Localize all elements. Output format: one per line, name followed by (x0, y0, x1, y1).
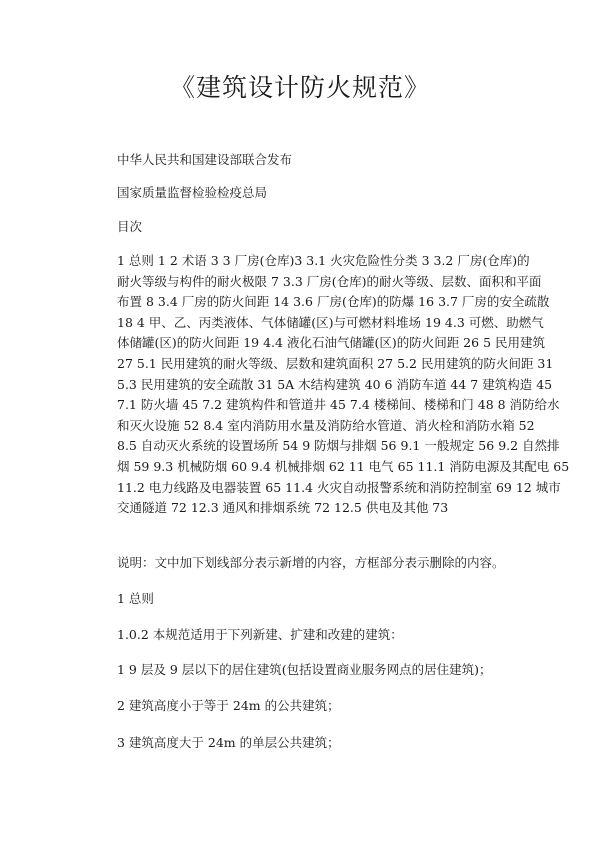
list-item-2: 2 建筑高度小于等于 24m 的公共建筑； (117, 698, 340, 713)
publisher-line-1: 中华人民共和国建设部联合发布 (117, 152, 293, 167)
clause-1-0-2: 1.0.2 本规范适用于下列新建、扩建和改建的建筑： (117, 627, 403, 642)
toc-line: 布置 8 3.4 厂房的防火间距 14 3.6 厂房(仓库)的防爆 16 3.7 厂房的安全疏散 (117, 294, 550, 310)
toc-line: 1 总则 1 2 术语 3 3 厂房(仓库)3 3.1 火灾危险性分类 3 3.2 厂房(仓库)的 (117, 253, 530, 268)
toc-line: 8.5 自动灭火系统的设置场所 54 9 防烟与排烟 56 9.1 一般规定 56 9.2 自然排 (117, 438, 560, 454)
toc-line: 11.2 电力线路及电器装置 65 11.4 火灾自动报警系统和消防控制室 69 12 城市 (117, 479, 561, 495)
toc-line: 7.1 防火墙 45 7.2 建筑构件和管道井 45 7.4 楼梯间、楼梯和门 48 8 消防给水 (117, 397, 560, 413)
toc-line: 烟 59 9.3 机械防烟 60 9.4 机械排烟 62 11 电气 65 11.1 消防电源及其配电 65 (117, 458, 570, 474)
toc-heading: 目次 (117, 219, 143, 234)
toc-line: 交通隧道 72 12.3 通风和排烟系统 72 12.5 供电及其他 73 (117, 500, 449, 516)
toc-line: 和灭火设施 52 8.4 室内消防用水量及消防给水管道、消火栓和消防水箱 52 (117, 417, 535, 433)
toc-line: 18 4 甲、乙、丙类液体、气体储罐(区)与可燃材料堆场 19 4.3 可燃、助燃气 (117, 314, 544, 330)
section-1-heading: 1 总则 (117, 591, 154, 606)
toc-line: 5.3 民用建筑的安全疏散 31 5A 木结构建筑 40 6 消防车道 44 7 建筑构造 45 (117, 376, 553, 392)
table-of-contents (117, 251, 570, 519)
toc-line: 耐火等级与构件的耐火极限 7 3.3 厂房(仓库)的耐火等级、层数、面积和平面 (117, 273, 542, 289)
toc-line: 27 5.1 民用建筑的耐火等级、层数和建筑面积 27 5.2 民用建筑的防火间距 31 (117, 355, 554, 371)
publisher-line-2: 国家质量监督检验检疫总局 (117, 185, 268, 200)
list-item-1: 1 9 层及 9 层以下的居住建筑(包括设置商业服务网点的居住建筑)； (117, 662, 492, 677)
list-item-3: 3 建筑高度大于 24m 的单层公共建筑； (117, 735, 340, 750)
document-title: 《建筑设计防火规范》 (169, 73, 430, 102)
toc-line: 体储罐(区)的防火间距 19 4.4 液化石油气储罐(区)的防火间距 26 5 民用建筑 (117, 335, 545, 351)
note-paragraph: 说明：文中加下划线部分表示新增的内容，方框部分表示删除的内容。 (117, 555, 505, 570)
